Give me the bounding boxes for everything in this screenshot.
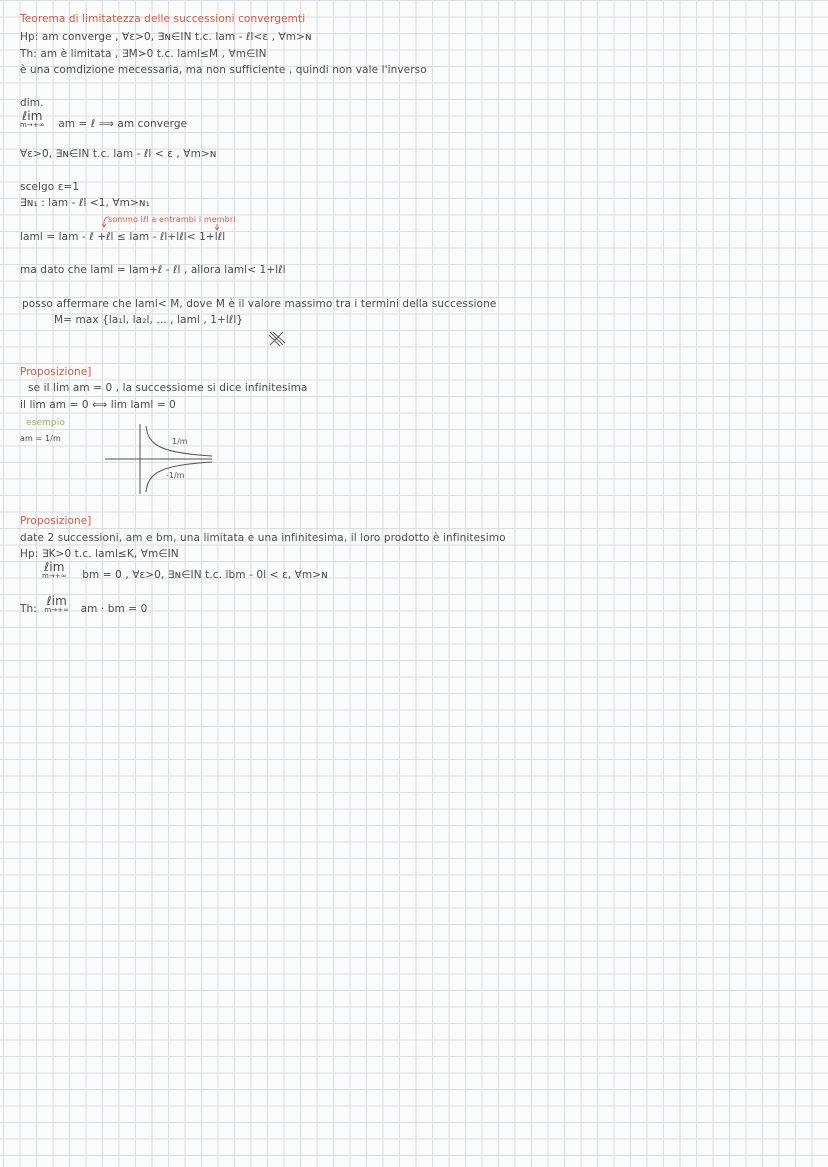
proposition-2-thesis: Th: ℓim m→+∞ am · bm = 0 [20,594,148,615]
proof-limit-line: ℓim m→+∞ am = ℓ ⟹ am converge [20,109,188,130]
proof-inequality: laml = lam - ℓ +ℓl ≤ lam - ℓl+lℓl< 1+lℓl [20,231,226,243]
proposition-1-line2: il lim am = 0 ⟺ lim laml = 0 [20,399,176,411]
graph-label-positive: 1/m [172,437,188,446]
limit-symbol: ℓim m→+∞ [44,594,70,614]
proof-choose-epsilon: scelgo ε=1 [20,181,80,193]
proof-definition: ∀ε>0, ∃ɴ∈IN t.c. lam - ℓl < ε , ∀m>ɴ [20,148,217,160]
proof-exists-n1: ∃ɴ₁ : lam - ℓl <1, ∀m>ɴ₁ [20,197,150,209]
theorem-thesis: Th: am è limitata , ∃M>0 t.c. laml≤M , ∀m∈IN [20,48,267,60]
theorem-title: Teorema di limitatezza delle successioni convergemti [20,13,306,25]
proof-label: dim. [20,97,44,109]
proof-annotation: sommo lℓl a entrambi i membri [108,215,236,224]
theorem-note: è una comdizione mecessaria, ma non sufficiente , quindi non vale l'inverso [20,64,427,76]
qed-mark-icon [266,329,288,349]
proposition-1-line1: se il lim am = 0 , la successiome si dice infinitesima [28,382,308,394]
limit-symbol: ℓim m→+∞ [42,560,67,580]
proposition-2-title: Proposizione] [20,515,92,527]
proposition-1-title: Proposizione] [20,366,92,378]
example-label: esempio [26,418,65,428]
proposition-2-hypothesis: Hp: ∃K>0 t.c. laml≤K, ∀m∈IN [20,548,179,560]
proposition-2-limit-line: ℓim m→+∞ bm = 0 , ∀ε>0, ∃ɴ∈IN t.c. lbm - 0l < ε, ∀m>ɴ [42,560,328,581]
proposition-2-statement: date 2 successioni, am e bm, una limitata e una infinitesima, il loro prodotto è infinitesimo [20,532,506,544]
graph-label-negative: -1/m [166,471,185,480]
proof-conclusion: posso affermare che laml< M, dove M è il valore massimo tra i termini della successione [22,298,497,310]
limit-symbol: ℓim m→+∞ [20,109,45,129]
proof-since-line: ma dato che laml = lam+ℓ - ℓl , allora laml< 1+lℓl [20,264,286,276]
example-expression: am = 1/m [20,434,61,443]
hyperbola-graph [100,422,220,497]
proof-max-definition: M= max {la₁l, la₂l, ... , laml , 1+lℓl} [54,314,244,326]
theorem-hypothesis: Hp: am converge , ∀ε>0, ∃ɴ∈IN t.c. lam - ℓl<ε , ∀m>ɴ [20,31,312,43]
